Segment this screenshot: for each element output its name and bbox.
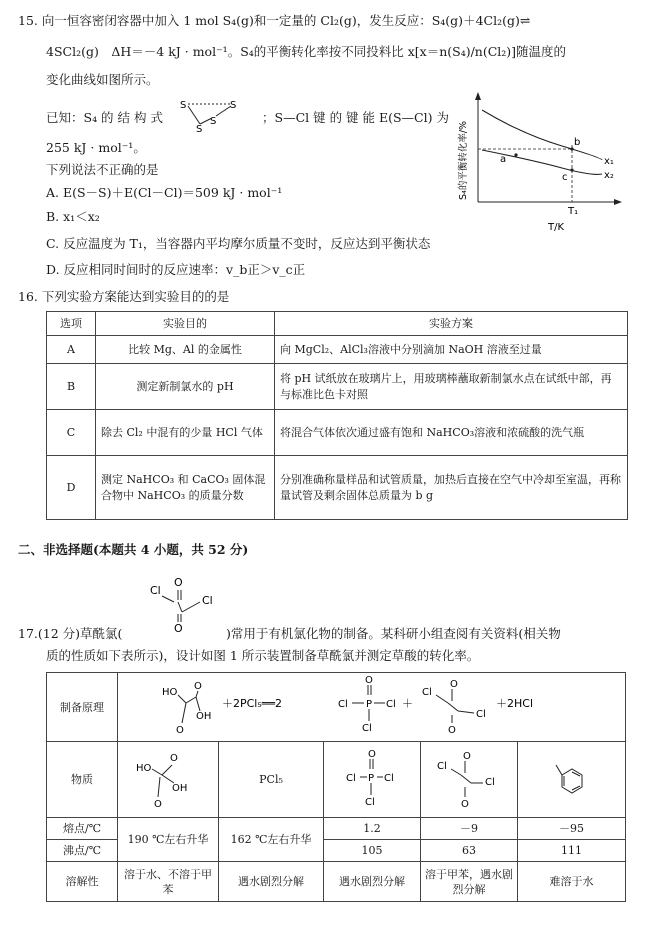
toluene-bp: 111	[518, 840, 626, 862]
table-row-melting	[47, 818, 626, 840]
atom-o: O	[368, 748, 376, 760]
principle-label: 制备原理	[47, 673, 118, 742]
s-atom-4: S	[210, 116, 217, 127]
atom-o: O	[174, 622, 183, 634]
q17-prefix: 17.(12 分)草酰氯(	[18, 626, 123, 641]
bond	[196, 697, 200, 711]
equation-diagram	[122, 673, 622, 737]
s-atom-2: S	[230, 100, 237, 111]
principle-equation	[118, 673, 626, 742]
atom-cl: Cl	[365, 796, 375, 808]
bond	[178, 602, 182, 612]
bond	[158, 777, 160, 797]
atom-o: O	[174, 576, 183, 589]
q15-line2: 4SCl₂(g) ΔH＝－4 kJ · mol⁻¹。S₄的平衡转化率按不同投料比 x[x＝n(S₄)/n(Cl₂)]随温度的	[46, 44, 567, 59]
bond	[152, 769, 162, 775]
toluene-structure	[532, 745, 612, 811]
row-goal: 比较 Mg、Al 的金属性	[96, 336, 275, 364]
label-b: b	[574, 137, 581, 148]
q15-question: 下列说法不正确的是	[46, 162, 159, 177]
label-c: c	[562, 172, 568, 183]
row-option: C	[47, 410, 96, 456]
oxcl-solubility: 溶于甲苯，遇水剧烈分解	[421, 862, 518, 902]
q15-option-a: A. E(S－S)＋E(Cl－Cl)＝509 kJ · mol⁻¹	[46, 185, 283, 200]
atom-cl: Cl	[346, 772, 356, 784]
row-plan: 将 pH 试纸放在玻璃片上，用玻璃棒蘸取新制氯水点在试纸中部，再与标准比色卡对照	[275, 364, 628, 410]
ss-bond	[216, 106, 231, 116]
y-axis-arrow-icon	[475, 92, 481, 100]
pocl3-mp: 1.2	[324, 818, 421, 840]
q16-title: 16. 下列实验方案能达到实验目的的是	[18, 289, 230, 304]
curve-x1	[482, 110, 602, 160]
y-axis-label: S₄的平衡转化率/%	[458, 120, 469, 200]
section-heading: 二、非选择题(本题共 4 小题，共 52 分)	[18, 542, 249, 557]
atom-o: O	[447, 725, 456, 736]
pcl5-sublimation: 162 ℃左右升华	[219, 818, 324, 862]
q15-option-b: B. x₁＜x₂	[46, 209, 100, 224]
q17-line2: 质的性质如下表所示)，设计如图 1 所示装置制备草酰氯并测定草酸的转化率。	[46, 648, 480, 663]
q17-properties-table	[46, 672, 626, 902]
bond	[458, 711, 474, 713]
bond	[451, 769, 461, 775]
methyl-bond	[556, 765, 562, 775]
atom-cl: Cl	[202, 594, 213, 607]
row-plan: 分别准确称量样品和试管质量，加热后直接在空气中冷却至室温，再称量试管及剩余固体总质量为 b g	[275, 456, 628, 520]
substance-toluene	[518, 742, 626, 818]
q15-line1: 15. 向一恒容密闭容器中加入 1 mol S₄(g)和一定量的 Cl₂(g)，发生反应：S₄(g)＋4Cl₂(g)⇌	[18, 13, 531, 28]
bp-label: 沸点/℃	[47, 840, 118, 862]
q16-table	[46, 311, 628, 520]
table-row-substance	[47, 742, 626, 818]
atom-o: O	[364, 675, 373, 686]
pcl5-solubility: 遇水剧烈分解	[219, 862, 324, 902]
substance-oxalyl-chloride	[421, 742, 518, 818]
bond	[162, 775, 174, 783]
s-atom-1: S	[180, 100, 187, 111]
atom-cl: Cl	[475, 709, 486, 720]
eq-plus: ＋	[401, 697, 413, 710]
label-x1: x₁	[604, 156, 614, 167]
atom-o: O	[170, 752, 178, 764]
atom-p: P	[365, 699, 372, 710]
label-t1: T₁	[568, 206, 579, 217]
header-option: 选项	[47, 312, 96, 336]
bond	[436, 695, 448, 703]
bond	[178, 695, 186, 703]
oxalyl-chloride-structure	[148, 572, 226, 634]
atom-oh: OH	[172, 782, 188, 794]
row-option: B	[47, 364, 96, 410]
q15-option-d: D. 反应相同时间时的反应速率：v_b正＞v_c正	[46, 262, 306, 277]
substance-pcl5: PCl₅	[219, 742, 324, 818]
atom-cl: Cl	[150, 584, 161, 597]
oxcl-mp: －9	[421, 818, 518, 840]
s4-structure-diagram	[176, 94, 256, 138]
atom-cl: Cl	[361, 723, 372, 734]
atom-oh: OH	[195, 711, 211, 722]
eq-plus-pcl5: ＋2PCl₅══2	[221, 697, 282, 710]
atom-ho: HO	[161, 687, 177, 698]
table-row	[47, 456, 628, 520]
bond	[182, 703, 186, 723]
atom-o: O	[154, 798, 162, 810]
oxalic-sublimation: 190 ℃左右升华	[118, 818, 219, 862]
atom-o: O	[175, 725, 184, 736]
atom-o: O	[461, 798, 469, 810]
toluene-mp: －95	[518, 818, 626, 840]
atom-cl: Cl	[437, 760, 447, 772]
row-goal: 除去 Cl₂ 中混有的少量 HCl 气体	[96, 410, 275, 456]
row-option: A	[47, 336, 96, 364]
pocl3-solubility: 遇水剧烈分解	[324, 862, 421, 902]
benzene-ring	[562, 769, 582, 793]
table-row	[47, 364, 628, 410]
label-a: a	[500, 154, 507, 165]
table-header-row	[47, 312, 628, 336]
q17-suffix: )常用于有机氯化物的制备。某科研小组查阅有关资料(相关物	[226, 626, 561, 641]
oxcl-bp: 63	[421, 840, 518, 862]
substance-oxalic-acid	[118, 742, 219, 818]
pocl3-bp: 105	[324, 840, 421, 862]
row-goal: 测定 NaHCO₃ 和 CaCO₃ 固体混合物中 NaHCO₃ 的质量分数	[96, 456, 275, 520]
atom-cl: Cl	[421, 687, 432, 698]
atom-p: P	[368, 772, 375, 784]
x-axis-arrow-icon	[614, 199, 622, 205]
oxalic-acid-structure	[120, 745, 216, 811]
q15-option-c: C. 反应温度为 T₁，当容器内平均摩尔质量不变时，反应达到平衡状态	[46, 236, 431, 251]
label-x2: x₂	[604, 170, 614, 181]
table-row	[47, 336, 628, 364]
row-option: D	[47, 456, 96, 520]
q15-energy: 255 kJ · mol⁻¹。	[46, 140, 146, 155]
row-goal: 测定新制氯水的 pH	[96, 364, 275, 410]
point-c	[570, 168, 573, 171]
toluene-solubility: 难溶于水	[518, 862, 626, 902]
q15-line3: 变化曲线如图所示。	[46, 72, 159, 87]
ss-bond	[188, 106, 200, 124]
q15-known-prefix: 已知：S₄ 的 结 构 式	[46, 110, 163, 125]
oxalyl-chloride-structure	[423, 745, 515, 811]
table-row	[47, 410, 628, 456]
bond	[448, 703, 458, 711]
header-plan: 实验方案	[275, 312, 628, 336]
substance-label: 物质	[47, 742, 118, 818]
eq-plus-hcl: ＋2HCl	[495, 697, 533, 710]
atom-o: O	[193, 681, 202, 692]
bond	[162, 765, 172, 775]
mp-label: 熔点/℃	[47, 818, 118, 840]
atom-cl: Cl	[384, 772, 394, 784]
atom-o: O	[463, 750, 471, 762]
atom-o: O	[449, 679, 458, 690]
pocl3-structure	[326, 745, 418, 811]
s-atom-3: S	[196, 124, 203, 135]
row-plan: 将混合气体依次通过盛有饱和 NaHCO₃溶液和浓硫酸的洗气瓶	[275, 410, 628, 456]
row-plan: 向 MgCl₂、AlCl₃溶液中分别滴加 NaOH 溶液至过量	[275, 336, 628, 364]
atom-ho: HO	[136, 762, 152, 774]
atom-cl: Cl	[385, 699, 396, 710]
sol-label: 溶解性	[47, 862, 118, 902]
point-a	[514, 153, 517, 156]
q15-known-suffix: ；S—Cl 键 的 键 能 E(S—Cl) 为	[262, 110, 449, 125]
conversion-graph	[452, 88, 632, 238]
atom-cl: Cl	[337, 699, 348, 710]
substance-pocl3	[324, 742, 421, 818]
bond	[182, 602, 200, 612]
table-row-principle	[47, 673, 626, 742]
header-goal: 实验目的	[96, 312, 275, 336]
bond	[162, 596, 174, 602]
oxalic-solubility: 溶于水、不溶于甲苯	[118, 862, 219, 902]
bond	[461, 775, 471, 783]
x-axis-label: T/K	[548, 222, 565, 233]
bond	[186, 697, 196, 703]
table-row-solubility	[47, 862, 626, 902]
atom-cl: Cl	[485, 776, 495, 788]
